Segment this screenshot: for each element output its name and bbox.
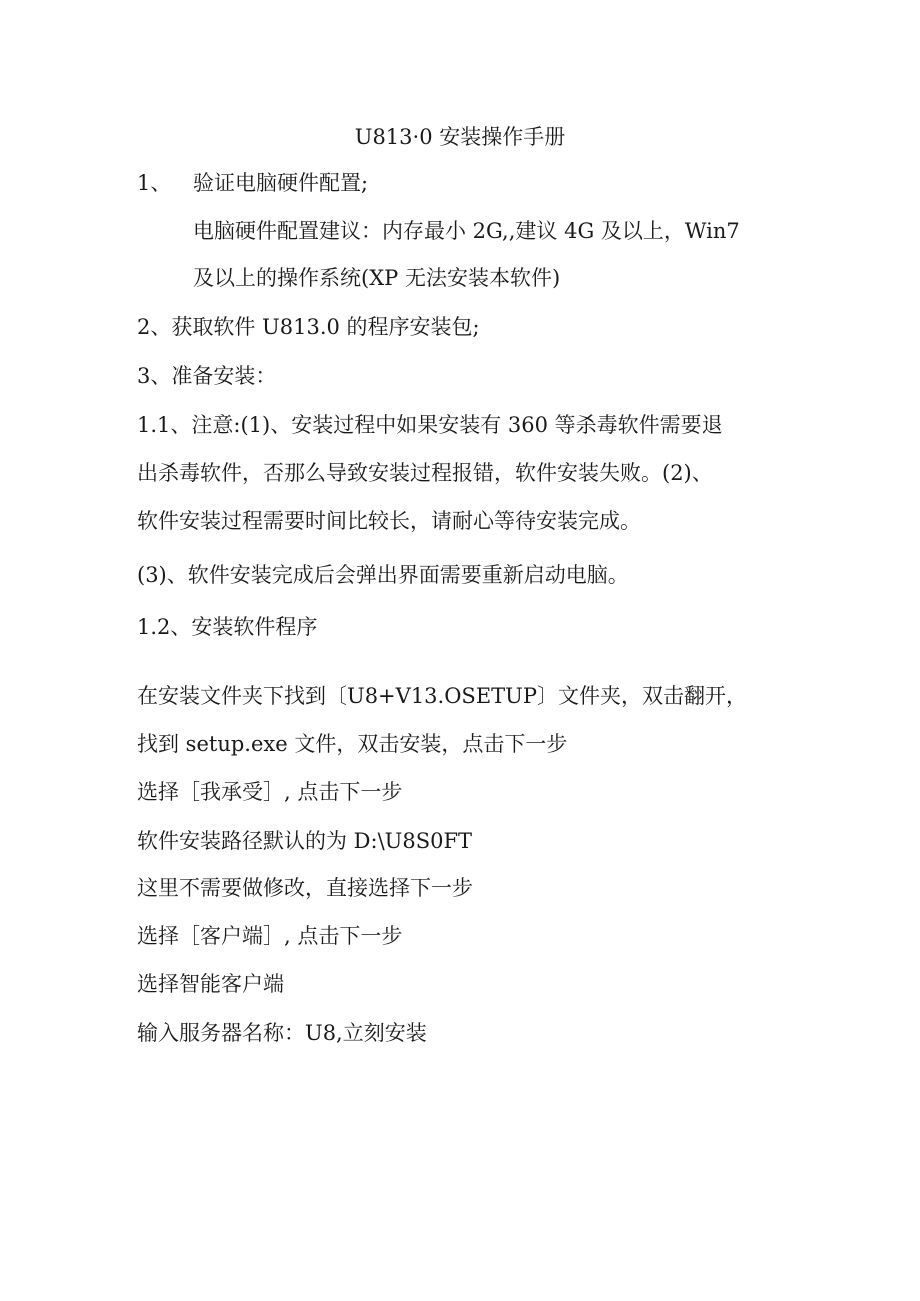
note-line-4: (3)、软件安装完成后会弹出界面需要重新启动电脑。	[137, 563, 629, 587]
instruction-line: 选择智能客户端	[137, 972, 284, 996]
section-1-2-heading: 1.2、安装软件程序	[137, 615, 318, 639]
step-1-text: 验证电脑硬件配置;	[193, 171, 369, 195]
step-2: 2、获取软件 U813.0 的程序安装包;	[137, 315, 480, 339]
instruction-line: 这里不需要做修改，直接选择下一步	[137, 876, 473, 900]
step-3: 3、准备安装：	[137, 364, 277, 388]
note-line-3: 软件安装过程需要时间比较长，请耐心等待安装完成。	[137, 509, 641, 533]
document-title: U813·0 安装操作手册	[354, 125, 566, 149]
step-1	[137, 168, 368, 198]
step-1-number: 1、	[137, 171, 172, 195]
instruction-line: 找到 setup.exe 文件，双击安装，点击下一步	[137, 732, 568, 756]
hardware-recommendation-line-2: 及以上的操作系统(XP 无法安装本软件)	[193, 266, 561, 290]
hardware-recommendation-line-1: 电脑硬件配置建议：内存最小 2G,,建议 4G 及以上，Win7	[193, 219, 740, 243]
instruction-line: 选择［客户端］, 点击下一步	[137, 924, 403, 948]
instruction-line: 输入服务器名称：U8,立刻安装	[137, 1021, 427, 1045]
instruction-line: 软件安装路径默认的为 D:\U8S0FT	[137, 829, 473, 853]
instruction-line: 选择［我承受］, 点击下一步	[137, 780, 403, 804]
note-line-2: 出杀毒软件，否那么导致安装过程报错，软件安装失败。(2)、	[137, 461, 713, 485]
instruction-line: 在安装文件夹下找到〔U8+V13.OSETUP〕文件夹，双击翻开，	[137, 684, 747, 708]
note-line-1: 1.1、注意:(1)、安装过程中如果安装有 360 等杀毒软件需要退	[137, 413, 723, 437]
